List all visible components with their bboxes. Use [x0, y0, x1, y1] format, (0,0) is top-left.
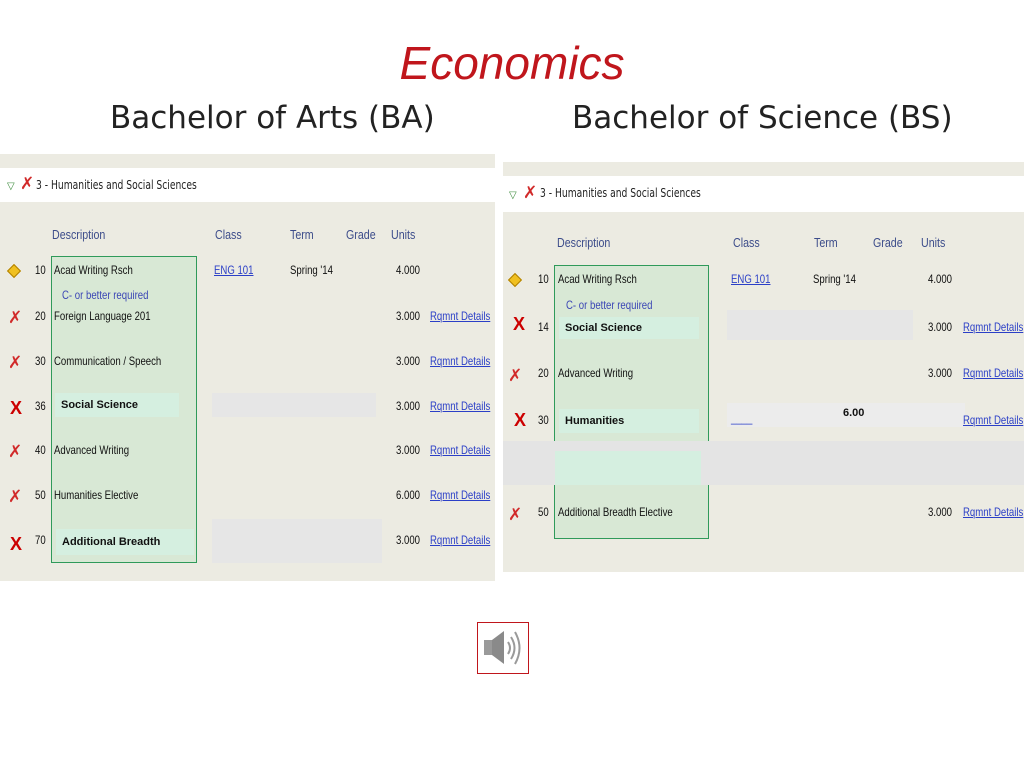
rqmnt-details-link[interactable]: Rqmnt Details	[430, 443, 491, 457]
bs-requirements-panel	[503, 162, 1024, 572]
row-description: Communication / Speech	[54, 354, 162, 368]
x-mark: X	[514, 410, 527, 430]
slide-title: Economics	[399, 37, 625, 89]
row-number: 50	[538, 505, 549, 519]
rqmnt-details-link[interactable]: Rqmnt Details	[430, 309, 491, 323]
row-units: 6.000	[396, 488, 421, 502]
bs-group-header[interactable]	[503, 176, 1024, 212]
row-number: 40	[35, 443, 46, 457]
red-x-icon: ✗	[508, 366, 523, 386]
speaker-icon[interactable]	[477, 622, 529, 674]
col-grade: Grade	[346, 227, 376, 242]
col-units: Units	[921, 235, 946, 250]
row-units: 4.000	[396, 263, 421, 277]
col-class: Class	[215, 227, 242, 242]
col-term: Term	[814, 235, 838, 250]
x-mark: X	[10, 398, 23, 418]
row-number: 20	[538, 366, 549, 380]
rqmnt-details-link[interactable]: Rqmnt Details	[430, 488, 491, 502]
row-units: 3.000	[396, 309, 421, 323]
social-science-overlay: Social Science	[55, 393, 179, 417]
row-number: 30	[538, 413, 549, 427]
red-x-icon: ✗	[8, 442, 23, 462]
blank-cell	[212, 519, 382, 563]
row-number: 20	[35, 309, 46, 323]
class-placeholder[interactable]: ____	[731, 411, 753, 425]
row-term: Spring '14	[290, 263, 333, 277]
blank-overlay	[555, 451, 701, 485]
row-number: 30	[35, 354, 46, 368]
rqmnt-details-link[interactable]: Rqmnt Details	[430, 533, 491, 547]
bs-heading: Bachelor of Science (BS)	[572, 100, 953, 136]
row-number: 10	[538, 272, 549, 286]
row-description: Additional Breadth Elective	[558, 505, 673, 519]
col-term: Term	[290, 227, 314, 242]
ba-group-header[interactable]	[0, 168, 495, 202]
row-number: 36	[35, 399, 46, 413]
bs-group-title: 3 - Humanities and Social Sciences	[540, 186, 701, 200]
row-units: 3.000	[928, 366, 953, 380]
yellow-diamond-icon	[508, 273, 522, 287]
rqmnt-details-link[interactable]: Rqmnt Details	[430, 399, 491, 413]
red-x-icon: ✗	[8, 487, 23, 507]
rqmnt-details-link[interactable]: Rqmnt Details	[963, 505, 1024, 519]
ba-group-title: 3 - Humanities and Social Sciences	[36, 178, 197, 192]
social-science-overlay: Social Science	[559, 317, 699, 339]
row-units: 6.00	[843, 407, 865, 419]
triangle-down-icon[interactable]: ▽	[509, 190, 517, 201]
row-description: Advanced Writing	[558, 366, 634, 380]
humanities-overlay: Humanities	[559, 409, 699, 433]
row-description: Humanities Elective	[54, 488, 139, 502]
row-units: 4.000	[928, 272, 953, 286]
row-description: Advanced Writing	[54, 443, 130, 457]
rqmnt-details-link[interactable]: Rqmnt Details	[430, 354, 491, 368]
row-description: Acad Writing Rsch	[558, 272, 637, 286]
row-units: 3.000	[396, 354, 421, 368]
blank-cell	[212, 393, 376, 417]
col-description: Description	[557, 235, 611, 250]
row-units: 3.000	[396, 533, 421, 547]
row-term: Spring '14	[813, 272, 856, 286]
grade-note: C- or better required	[62, 288, 149, 302]
row-description: Foreign Language 201	[54, 309, 151, 323]
yellow-diamond-icon	[7, 264, 21, 278]
blank-cell	[727, 310, 913, 340]
row-units: 3.000	[928, 320, 953, 334]
x-mark: X	[10, 534, 23, 554]
additional-breadth-overlay: Additional Breadth	[56, 529, 194, 555]
col-units: Units	[391, 227, 416, 242]
row-units: 3.000	[396, 399, 421, 413]
red-x-icon: ✗	[8, 353, 23, 373]
class-link[interactable]: ENG 101	[731, 272, 771, 286]
triangle-down-icon[interactable]: ▽	[7, 181, 15, 192]
row-units: 3.000	[928, 505, 953, 519]
x-mark: X	[513, 314, 526, 334]
row-number: 14	[538, 320, 549, 334]
red-x-icon: ✗	[20, 174, 35, 194]
row-number: 50	[35, 488, 46, 502]
col-description: Description	[52, 227, 106, 242]
grade-note: C- or better required	[566, 298, 653, 312]
col-grade: Grade	[873, 235, 903, 250]
red-x-icon: ✗	[8, 308, 23, 328]
row-units: 3.000	[396, 443, 421, 457]
rqmnt-details-link[interactable]: Rqmnt Details	[963, 320, 1024, 334]
row-number: 10	[35, 263, 46, 277]
ba-heading: Bachelor of Arts (BA)	[110, 100, 435, 136]
row-number: 70	[35, 533, 46, 547]
row-description: Acad Writing Rsch	[54, 263, 133, 277]
red-x-icon: ✗	[523, 183, 538, 203]
ba-requirements-panel	[0, 154, 495, 581]
class-link[interactable]: ENG 101	[214, 263, 254, 277]
rqmnt-details-link[interactable]: Rqmnt Details	[963, 413, 1024, 427]
col-class: Class	[733, 235, 760, 250]
red-x-icon: ✗	[508, 505, 523, 525]
rqmnt-details-link[interactable]: Rqmnt Details	[963, 366, 1024, 380]
